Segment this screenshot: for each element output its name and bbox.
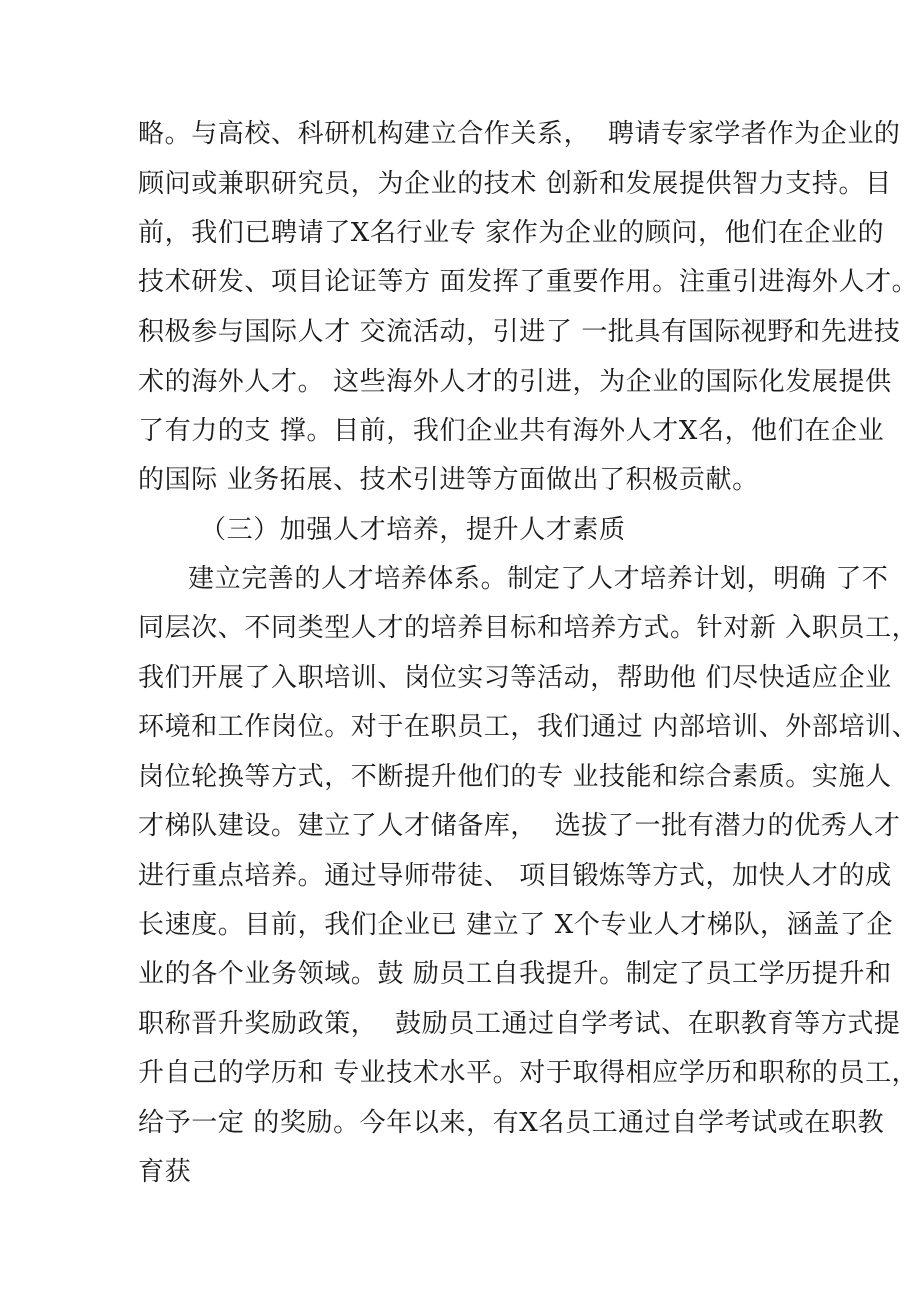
paragraph-2-line-10: 职称晋升奖励政策， 鼓励员工通过自学考试、在职教育等方式提 — [138, 1009, 901, 1039]
paragraph-2-line-11: 升自己的学历和 专业技术水平。对于取得相应学历和职称的员工， — [138, 1058, 919, 1088]
paragraph-2-line-3: 我们开展了入职培训、岗位实习等活动，帮助他 们尽快适应企业 — [138, 663, 892, 693]
paragraph-1-line-2: 顾问或兼职研究员，为企业的技术 创新和发展提供智力支持。目 — [138, 169, 892, 199]
paragraph-2-line-2: 同层次、不同类型人才的培养目标和培养方式。针对新 入职员工， — [138, 613, 919, 643]
paragraph-2-line-9: 业的各个业务领域。鼓 励员工自我提升。制定了员工学历提升和 — [138, 959, 892, 989]
paragraph-1-line-4: 技术研发、项目论证等方 面发挥了重要作用。注重引进海外人才。 — [138, 267, 919, 297]
paragraph-2-line-12: 给予一定 的奖励。今年以来，有X名员工通过自学考试或在职教 — [138, 1108, 885, 1138]
paragraph-2-line-6: 才梯队建设。建立了人才储备库， 选拔了一批有潜力的优秀人才 — [138, 811, 901, 841]
paragraph-2-line-7: 进行重点培养。通过导师带徒、 项目锻炼等方式，加快人才的成 — [138, 861, 892, 891]
paragraph-1-line-5: 积极参与国际人才 交流活动，引进了 一批具有国际视野和先进技 — [138, 317, 901, 347]
paragraph-1-line-6: 术的海外人才。 这些海外人才的引进，为企业的国际化发展提供 — [138, 367, 892, 397]
paragraph-1-line-3: 前，我们已聘请了X名行业专 家作为企业的顾问，他们在企业的 — [138, 218, 885, 248]
paragraph-2-line-4: 环境和工作岗位。对于在职员工，我们通过 内部培训、外部培训、 — [138, 712, 919, 742]
paragraph-1-line-7: 了有力的支 撑。目前，我们企业共有海外人才X名，他们在企业 — [138, 416, 885, 446]
paragraph-2-line-1: 建立完善的人才培养体系。制定了人才培养计划，明确 了不 — [188, 564, 889, 594]
paragraph-1-line-8: 的国际 业务拓展、技术引进等方面做出了积极贡献。 — [138, 465, 759, 495]
paragraph-2-line-8: 长速度。目前，我们企业已 建立了 X个专业人才梯队，涵盖了企 — [138, 910, 894, 940]
paragraph-2-line-13: 育获 — [138, 1157, 192, 1187]
paragraph-1-line-1: 略。与高校、科研机构建立合作关系， 聘请专家学者作为企业的 — [138, 119, 901, 149]
paragraph-2-line-5: 岗位轮换等方式，不断提升他们的专 业技能和综合素质。实施人 — [138, 762, 892, 792]
section-heading: （三）加强人才培养，提升人才素质 — [200, 515, 626, 545]
